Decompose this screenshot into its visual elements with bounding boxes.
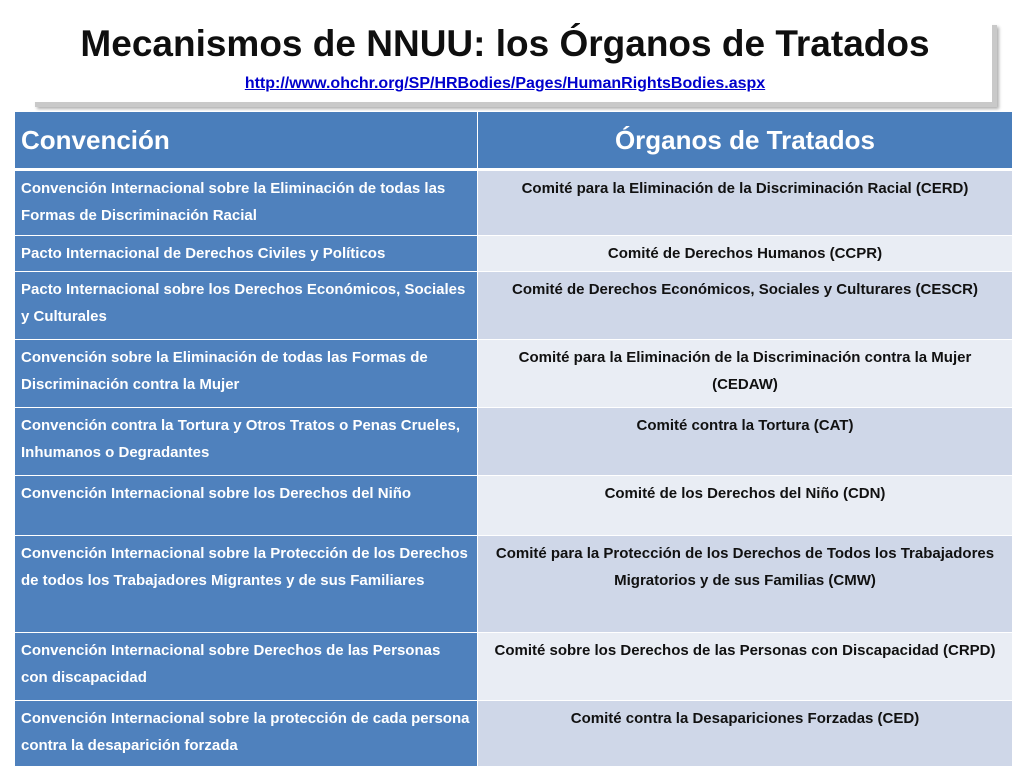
convention-cell: Convención sobre la Eliminación de todas las Formas de Discriminación contra la Mujer xyxy=(15,340,478,408)
convention-cell: Convención Internacional sobre los Derechos del Niño xyxy=(15,476,478,536)
convention-cell: Pacto Internacional de Derechos Civiles y Políticos xyxy=(15,236,478,272)
slide-title: Mecanismos de NNUU: los Órganos de Tratados xyxy=(80,23,930,64)
convention-cell: Convención Internacional sobre la protección de cada persona contra la desaparición forzada xyxy=(15,701,478,767)
treaty-body-cell: Comité contra la Tortura (CAT) xyxy=(478,408,1013,476)
convention-cell: Pacto Internacional sobre los Derechos Económicos, Sociales y Culturales xyxy=(15,272,478,340)
treaty-body-cell: Comité de los Derechos del Niño (CDN) xyxy=(478,476,1013,536)
treaty-body-cell: Comité para la Eliminación de la Discriminación contra la Mujer (CEDAW) xyxy=(478,340,1013,408)
treaty-body-cell: Comité contra la Desapariciones Forzadas (CED) xyxy=(478,701,1013,767)
treaty-body-cell: Comité sobre los Derechos de las Personas con Discapacidad (CRPD) xyxy=(478,633,1013,701)
table-row xyxy=(15,536,1013,633)
header-convention: Convención xyxy=(15,112,478,170)
table-row xyxy=(15,170,1013,236)
table-header-row xyxy=(15,112,1013,170)
header-treaty-body: Órganos de Tratados xyxy=(478,112,1013,170)
convention-cell: Convención Internacional sobre Derechos de las Personas con discapacidad xyxy=(15,633,478,701)
table-row xyxy=(15,236,1013,272)
table-row xyxy=(15,633,1013,701)
treaty-bodies-table xyxy=(14,111,1013,767)
treaty-body-cell: Comité para la Eliminación de la Discriminación Racial (CERD) xyxy=(478,170,1013,236)
ohchr-link[interactable]: http://www.ohchr.org/SP/HRBodies/Pages/HumanRightsBodies.aspx xyxy=(244,75,766,92)
table-row xyxy=(15,408,1013,476)
convention-cell: Convención contra la Tortura y Otros Tratos o Penas Crueles, Inhumanos o Degradantes xyxy=(15,408,478,476)
table-row xyxy=(15,272,1013,340)
table-row xyxy=(15,701,1013,767)
table-row xyxy=(15,476,1013,536)
treaty-body-cell: Comité de Derechos Económicos, Sociales y Culturares (CESCR) xyxy=(478,272,1013,340)
table-row xyxy=(15,340,1013,408)
treaty-body-cell: Comité de Derechos Humanos (CCPR) xyxy=(478,236,1013,272)
convention-cell: Convención Internacional sobre la Protección de los Derechos de todos los Trabajadores Migrantes y de sus Familiares xyxy=(15,536,478,633)
treaty-body-cell: Comité para la Protección de los Derechos de Todos los Trabajadores Migratorios y de sus Familias (CMW) xyxy=(478,536,1013,633)
convention-cell: Convención Internacional sobre la Eliminación de todas las Formas de Discriminación Racial xyxy=(15,170,478,236)
